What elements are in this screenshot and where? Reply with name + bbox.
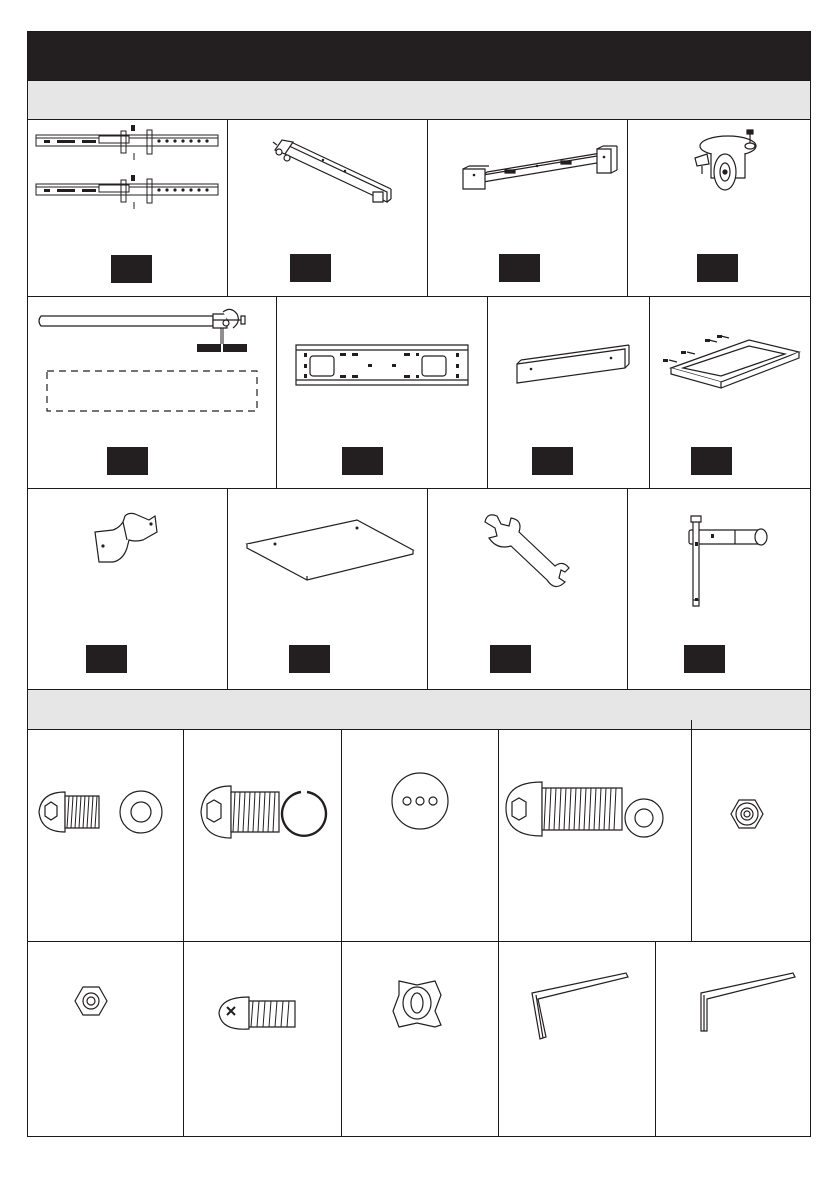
hardware-cell: [183, 730, 341, 941]
part-label-tag: [532, 447, 573, 475]
hardware-cell: [27, 730, 183, 941]
part-label-tag: [290, 254, 331, 282]
hardware-cell: [341, 941, 498, 1137]
tv-mounting-plate-icon: [276, 296, 487, 416]
part-cell: [487, 296, 649, 488]
part-cell: [27, 296, 276, 488]
nylon-lock-nut-icon: [691, 730, 811, 840]
part-label-tag: [289, 645, 330, 673]
hardware-cell: [691, 730, 811, 941]
hardware-cell: [27, 941, 183, 1137]
support-bracket-icon: [487, 296, 649, 416]
part-label-tag: [691, 447, 732, 475]
part-label-tag: [697, 254, 738, 282]
allen-key-large-icon: [498, 941, 655, 1051]
clamp-bracket-icon: [27, 488, 227, 608]
shelf-board-icon: [227, 488, 427, 608]
part-cell: [627, 488, 811, 689]
open-wrench-icon: [427, 488, 627, 608]
round-plate-icon: [341, 730, 498, 840]
part-cell: [427, 488, 627, 689]
part-cell: [227, 488, 427, 689]
part-cell: [649, 296, 811, 488]
part-cell: [276, 296, 487, 488]
caster-wheel-icon: [627, 120, 811, 240]
hardware-cell: [655, 941, 811, 1137]
long-button-bolt-with-washer-icon: [498, 730, 691, 840]
t-handle-tool-icon: [627, 488, 811, 618]
part-label-tag: [107, 447, 148, 475]
button-bolt-with-washer-icon: [27, 730, 183, 840]
hardware-cell: [498, 730, 691, 941]
telescopic-rails-icon: [27, 120, 227, 240]
hex-nut-icon: [27, 941, 183, 1051]
part-cell: [427, 120, 627, 296]
part-cell: [627, 120, 811, 296]
shelf-frame-icon: [649, 296, 811, 416]
part-cell: [27, 120, 227, 296]
part-cell: [27, 488, 227, 689]
part-label-tag: [490, 645, 531, 673]
part-label-tag: [342, 447, 383, 475]
part-cell: [227, 120, 427, 296]
part-label-tag: [86, 645, 127, 673]
knob-nut-icon: [341, 941, 498, 1051]
button-bolt-with-spring-washer-icon: [183, 730, 341, 840]
hardware-cell: [341, 730, 498, 941]
part-label-tag: [684, 645, 725, 673]
phillips-screw-icon: [183, 941, 341, 1051]
part-label-tag: [499, 254, 540, 282]
hardware-cell: [498, 941, 655, 1137]
hardware-cell: [183, 941, 341, 1137]
upright-pole-icon: [27, 296, 276, 416]
part-label-tag: [111, 255, 152, 283]
cross-bar-icon: [427, 120, 627, 240]
allen-key-small-icon: [655, 941, 811, 1051]
base-tube-with-bracket-icon: [227, 120, 427, 240]
